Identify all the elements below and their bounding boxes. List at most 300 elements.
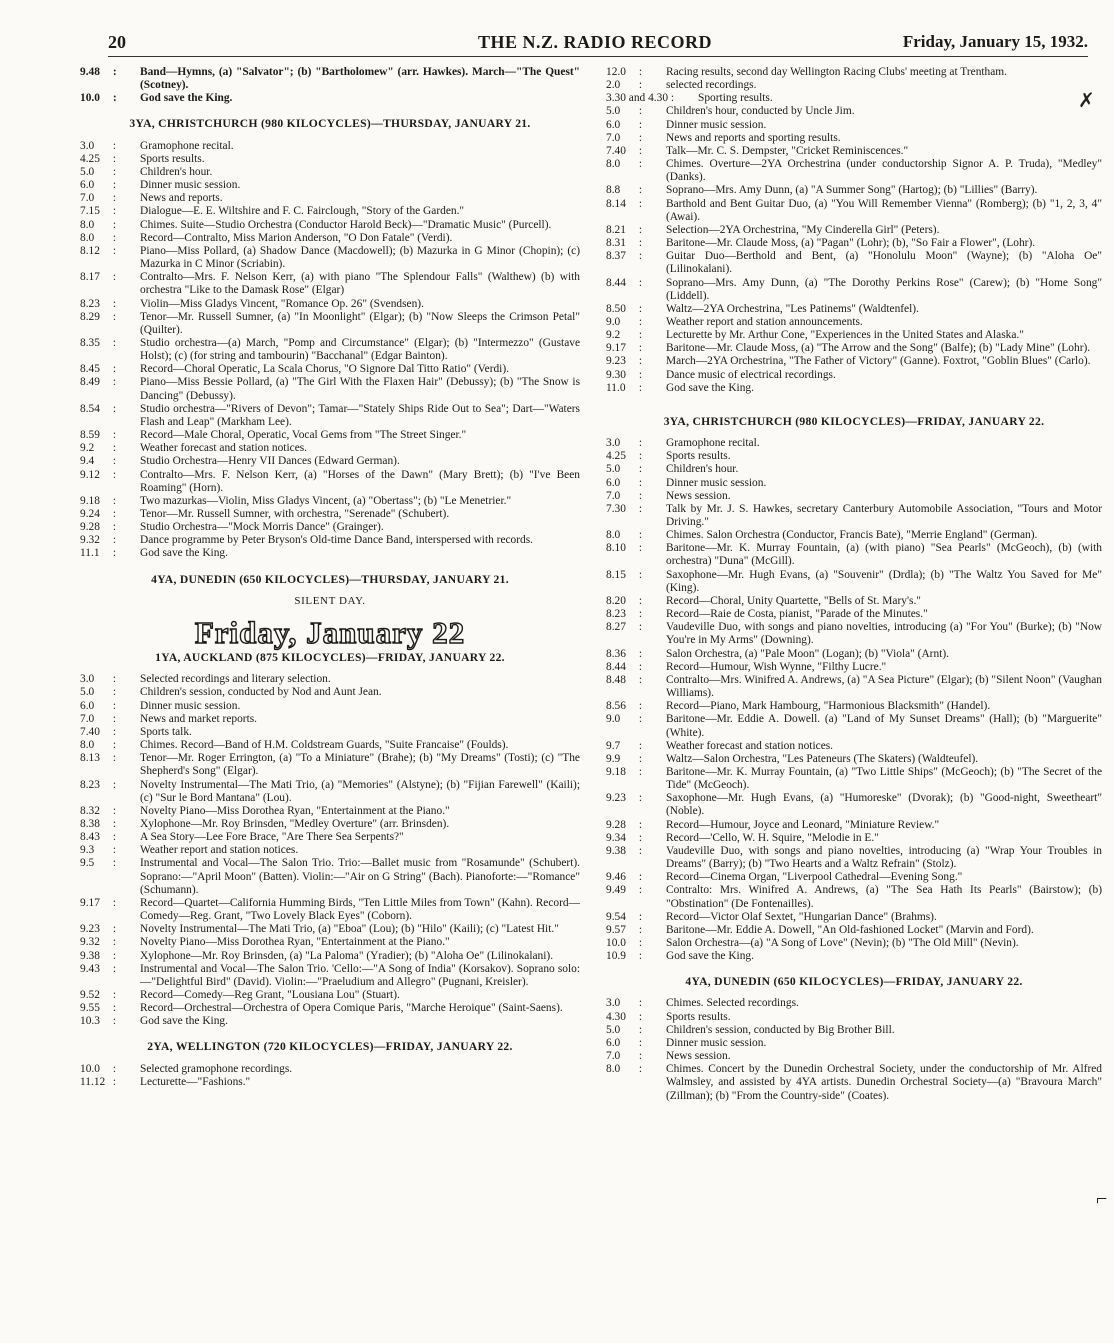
entry-time: 9.52 (80, 989, 100, 1001)
entry-time: 8.0 (80, 231, 95, 244)
programme-entry: 8.17 : Contralto—Mrs. F. Nelson Kerr, (a) with piano "The Splendour Falls" (Walthew) (b) with orchestra "Like to the Damask Rose" (Elgar) (80, 271, 580, 297)
entry-text: Baritone—Mr. Eddie A. Dowell, "An Old-fashioned Locket" (Marvin and Ford). (666, 923, 1034, 936)
entry-text: Baritone—Mr. Claude Moss, (a) "Pagan" (Lohr); (b), "So Fair a Flower", (Lohr). (666, 237, 1036, 250)
entry-time: 9.32 (80, 534, 100, 547)
entry-time: 6.0 (606, 118, 621, 131)
section-heading-3ya-friday: 3YA, CHRISTCHURCH (980 KILOCYCLES)—FRIDAY, JANUARY 22. (663, 414, 1045, 428)
entry-time: 8.49 (80, 376, 100, 389)
programme-entry: 9.38 : Vaudeville Duo, with songs and piano novelties, introducing (a) "Wrap Your Troubles in Dreams" (Barry); (b) "Two Hearts and a Waltz Refrain" (Stolz). (606, 844, 1102, 871)
entry-text: Piano—Miss Pollard, (a) Shadow Dance (Macdowell); (b) Mazurka in G Minor (Chopin); (c) Mazurka in C Minor (Scriabin). (140, 244, 580, 271)
programme-entry: 9.24 : Tenor—Mr. Russell Sumner, with orchestra, "Serenade" (Schubert). (80, 508, 580, 521)
entry-time: 8.12 (80, 244, 100, 257)
entry-text: Soprano—Mrs. Amy Dunn, (a) "A Summer Song" (Hartog); (b) "Lillies" (Barry). (666, 184, 1038, 197)
continued-listings-2ya (606, 66, 1102, 395)
programme-entry: 7.0 : News and market reports. (80, 713, 580, 726)
entry-time: 10.3 (80, 1015, 100, 1028)
entry-time: 11.0 (606, 381, 626, 394)
entry-text: A Sea Story—Lee Fore Brace, "Are There Sea Serpents?" (140, 831, 404, 844)
entry-time: 9.49 (606, 884, 626, 897)
entry-text: Record—Piano, Mark Hambourg, "Harmonious Blacksmith" (Handel). (666, 700, 991, 713)
entry-text: Dialogue—E. E. Wiltshire and F. C. Fairclough, "Story of the Garden." (140, 205, 465, 218)
programme-entry: 6.0 : Dinner music session. (606, 1037, 1102, 1050)
programme-entry: 11.0 : God save the King. (606, 382, 1102, 395)
programme-entry: 8.13 : Tenor—Mr. Roger Errington, (a) "To a Miniature" (Brahe); (b) "My Dreams" (Tosti); (c) "The Shepherd's Song" (Elgar). (80, 752, 580, 778)
entry-time: 7.0 (606, 131, 621, 144)
listings-2ya-friday (80, 1063, 580, 1089)
entry-time: 6.0 (606, 476, 621, 489)
entry-text: Tenor—Mr. Russell Sumner, with orchestra, "Serenade" (Schubert). (140, 508, 450, 520)
programme-entry: 9.9 : Waltz—Salon Orchestra, "Les Pateneurs (The Skaters) (Waldteufel). (606, 753, 1102, 766)
entry-text: Contralto—Mrs. F. Nelson Kerr, (a) with piano "The Splendour Falls" (Walthew) (b) with orchestra "Like to the Damask Rose" (Elgar) (140, 271, 580, 297)
programme-entry: 9.55 : Record—Orchestral—Orchestra of Opera Comique Paris, "Marche Heroique" (Saint-Saens). (80, 1002, 580, 1015)
entry-time: 8.32 (80, 804, 100, 817)
entry-text: selected recordings. (666, 79, 757, 92)
entry-time: 6.0 (80, 699, 95, 712)
programme-entry: 8.32 : Novelty Piano—Miss Dorothea Ryan, "Entertainment at the Piano." (80, 805, 580, 818)
entry-time: 4.25 (80, 152, 100, 165)
entry-time: 9.2 (606, 329, 621, 342)
entry-text: God save the King. (140, 92, 233, 105)
entry-text: Instrumental and Vocal—The Salon Trio. Trio:—Ballet music from "Rosamunde" (Schubert). Soprano:—"April Moon" (Batten). Violin:—"Air on G String" (Bach). Pianoforte:—"Romance" (Schumann). (140, 857, 580, 896)
entry-text: Studio orchestra—(a) March, "Pomp and Circumstance" (Elgar); (b) "Intermezzo" (Gustave Holst); (c) (for string and tambourin) "Bacchanal" (Edgar Bainton). (140, 336, 580, 363)
entry-text: Studio orchestra—"Rivers of Devon"; Tamar—"Stately Ships Ride Out to Sea"; Dart—"Waters Flash and Leap" (Markham Lee). (140, 402, 580, 428)
entry-text: Instrumental and Vocal—The Salon Trio. 'Cello:—"A Song of India" (Korsakov). Soprano solo:—"Delightful Bird" (David). Violin:—"Praeludium and Allegro" (Pugnani, Kreisler). (140, 962, 580, 988)
entry-time: 9.4 (80, 455, 95, 468)
programme-entry: 8.44 : Soprano—Mrs. Amy Dunn, (a) "The Dorothy Perkins Rose" (Carew); (b) "Home Song" (Liddell). (606, 276, 1102, 302)
entry-time: 9.9 (606, 752, 621, 765)
programme-entry: 7.30 : Talk by Mr. J. S. Hawkes, secretary Canterbury Automobile Association, "Tours and Motor Driving." (606, 502, 1102, 528)
entry-text: Selected gramophone recordings. (140, 1062, 293, 1075)
masthead (108, 30, 1088, 57)
programme-entry: 8.29 : Tenor—Mr. Russell Sumner, (a) "In Moonlight" (Elgar); (b) "Now Sleeps the Crimson Petal" (Quilter). (80, 310, 580, 336)
programme-entry: 8.14 : Barthold and Bent Guitar Duo, (a) "You Will Remember Vienna" (Romberg); (b) "1, 2, 3, 4" (Awai). (606, 197, 1102, 223)
programme-entry: 7.40 : Talk—Mr. C. S. Dempster, "Cricket Reminiscences." (606, 145, 1102, 158)
entry-text: Record—Contralto, Miss Marion Anderson, "O Don Fatale" (Verdi). (140, 231, 453, 244)
entry-text: Record—Victor Olaf Sextet, "Hungarian Dance" (Brahms). (666, 910, 937, 923)
entry-text: God save the King. (666, 381, 754, 394)
entry-text: Barthold and Bent Guitar Duo, (a) "You Will Remember Vienna" (Romberg); (b) "1, 2, 3, 4" (Awai). (666, 197, 1102, 223)
entry-time: 12.0 (606, 66, 626, 78)
entry-text: Baritone—Mr. K. Murray Fountain, (a) (with piano) "Sea Pearls" (McGeoch), (b) (with orchestra) "Duna" (McGill). (666, 542, 1102, 568)
entry-text: Soprano—Mrs. Amy Dunn, (a) "The Dorothy Perkins Rose" (Carew); (b) "Home Song" (Liddell). (666, 276, 1102, 302)
entry-text: God save the King. (140, 1015, 228, 1028)
entry-time: 8.21 (606, 223, 626, 236)
entry-text: Selection—2YA Orchestrina, "My Cinderella Girl" (Peters). (666, 223, 940, 236)
entry-text: Tenor—Mr. Roger Errington, (a) "To a Miniature" (Brahe); (b) "My Dreams" (Tosti); (c) "The Shepherd's Song" (Elgar). (140, 752, 580, 778)
entry-time: 9.43 (80, 962, 100, 975)
programme-entry: 9.48 : Band—Hymns, (a) "Salvator"; (b) "Bartholomew" (arr. Hawkes). March—"The Quest" (Scotney). (80, 66, 580, 92)
programme-entry: 8.0 : Chimes. Suite—Studio Orchestra (Conductor Harold Beck)—"Dramatic Music" (Purcell). (80, 219, 580, 232)
entry-text: Record—Raie de Costa, pianist, "Parade of the Minutes." (666, 608, 928, 621)
entry-time: 5.0 (606, 1023, 621, 1036)
entry-time: 7.15 (80, 205, 100, 218)
entry-time: 7.0 (80, 192, 95, 205)
entry-time: 7.0 (606, 489, 621, 502)
entry-text: Sporting results. (698, 92, 773, 105)
entry-time: 9.28 (80, 521, 100, 534)
programme-entry: 5.0 : Children's hour. (80, 166, 580, 179)
pencil-tick-icon: ⌐ (1096, 1188, 1108, 1210)
programme-entry: 9.54 : Record—Victor Olaf Sextet, "Hungarian Dance" (Brahms). (606, 911, 1102, 924)
programme-entry: 3.0 : Selected recordings and literary selection. (80, 673, 580, 686)
programme-entry: 3.0 : Chimes. Selected recordings. (606, 997, 1102, 1010)
entry-time: 8.54 (80, 402, 100, 415)
entry-time: 5.0 (80, 165, 95, 178)
entry-text: Dinner music session. (666, 476, 767, 489)
entry-time: 7.30 (606, 502, 626, 515)
entry-time: 5.0 (606, 105, 621, 118)
programme-entry: 10.9 : God save the King. (606, 950, 1102, 963)
programme-entry: 8.0 : Record—Contralto, Miss Marion Anderson, "O Don Fatale" (Verdi). (80, 232, 580, 245)
programme-entry: 8.23 : Violin—Miss Gladys Vincent, "Romance Op. 26" (Svendsen). (80, 298, 580, 311)
entry-text: Gramophone recital. (666, 437, 760, 450)
entry-time: 8.38 (80, 817, 100, 830)
programme-entry: 8.20 : Record—Choral, Unity Quartette, "Bells of St. Mary's." (606, 595, 1102, 608)
entry-text: Record—'Cello, W. H. Squire, "Melodie in E." (666, 831, 879, 844)
programme-entry: 7.0 : News session. (606, 1050, 1102, 1063)
entry-time: 5.0 (606, 463, 621, 476)
entry-text: Weather report and station announcements. (666, 315, 863, 328)
entry-time: 8.23 (606, 608, 626, 621)
entry-time: 9.17 (606, 342, 626, 355)
programme-entry: 8.23 : Record—Raie de Costa, pianist, "Parade of the Minutes." (606, 608, 1102, 621)
programme-entry: 9.32 : Novelty Piano—Miss Dorothea Ryan, "Entertainment at the Piano." (80, 936, 580, 949)
programme-entry: 3.0 : Gramophone recital. (606, 437, 1102, 450)
entry-text: March—2YA Orchestrina, "The Father of Victory" (Ganne). Foxtrot, "Goblin Blues" (Carlo). (666, 355, 1091, 368)
entry-text: Dance programme by Peter Bryson's Old-time Dance Band, interspersed with records. (140, 534, 534, 547)
programme-entry: 7.0 : News and reports and sporting results. (606, 132, 1102, 145)
entry-text: Contralto—Mrs. F. Nelson Kerr, (a) "Horses of the Dawn" (Mary Brett); (b) "I've Been Roaming" (Horn). (140, 468, 580, 494)
entry-time: 8.0 (606, 529, 621, 542)
programme-entry: 8.23 : Novelty Instrumental—The Mati Trio, (a) "Memories" (Alstyne); (b) "Fijian Farewell" (Kaili); (c) "Sur le Bord Mantana" (Lou). (80, 778, 580, 804)
entry-time: 8.31 (606, 237, 626, 250)
entry-time: 9.12 (80, 468, 100, 481)
programme-entry: 6.0 : Dinner music session. (80, 700, 580, 713)
programme-entry: 9.23 : Saxophone—Mr. Hugh Evans, (a) "Humoreske" (Dvorak); (b) "Good-night, Sweetheart" (Noble). (606, 792, 1102, 818)
entry-time: 9.28 (606, 818, 626, 831)
issue-date: Friday, January 15, 1932. (902, 32, 1088, 51)
programme-entry: 8.56 : Record—Piano, Mark Hambourg, "Harmonious Blacksmith" (Handel). (606, 700, 1102, 713)
entry-text: Waltz—Salon Orchestra, "Les Pateneurs (The Skaters) (Waldteufel). (666, 752, 979, 765)
entry-text: Dinner music session. (666, 118, 767, 131)
programme-entry: 3.0 : Gramophone recital. (80, 140, 580, 153)
programme-entry: 9.30 : Dance music of electrical recordings. (606, 369, 1102, 382)
programme-entry: 9.7 : Weather forecast and station notices. (606, 740, 1102, 753)
entry-time: 9.23 (80, 923, 100, 936)
entry-time: 7.0 (80, 712, 95, 725)
entry-time: 8.37 (606, 250, 626, 263)
entry-time: 7.40 (80, 725, 100, 738)
entry-text: Weather report and station notices. (140, 844, 299, 857)
entry-text: Contralto: Mrs. Winifred A. Andrews, (a) "The Sea Hath Its Pearls" (Bairstow); (b) "Obstination" (De Fontenailles). (666, 884, 1102, 910)
entry-text: Record—Humour, Wish Wynne, "Filthy Lucre." (666, 660, 887, 673)
programme-entry: 9.0 : Baritone—Mr. Eddie A. Dowell. (a) "Land of My Sunset Dreams" (Hall); (b) "Marguerite" (White). (606, 713, 1102, 739)
entry-text: Record—Quartet—California Humming Birds, "Ten Little Miles from Town" (Kahn). Record—Comedy—Reg. Grant, "Two Lovely Black Eyes" (Coborn). (140, 896, 580, 923)
programme-entry: 9.57 : Baritone—Mr. Eddie A. Dowell, "An Old-fashioned Locket" (Marvin and Ford). (606, 924, 1102, 937)
programme-entry: 4.25 : Sports results. (606, 450, 1102, 463)
entry-text: Record—Choral Operatic, La Scala Chorus, "O Signore Dal Titto Ratio" (Verdi). (140, 363, 509, 376)
entry-time: 9.38 (606, 844, 626, 857)
entry-time: 8.8 (606, 184, 621, 197)
programme-entry: 9.38 : Xylophone—Mr. Roy Brinsden, (a) "La Paloma" (Yradier); (b) "Aloha Oe" (Lilinokalani). (80, 950, 580, 963)
programme-entry: 9.23 : March—2YA Orchestrina, "The Father of Victory" (Ganne). Foxtrot, "Goblin Blues" (Carlo). (606, 355, 1102, 368)
entry-time: 8.45 (80, 363, 100, 376)
programme-entry: 9.17 : Record—Quartet—California Humming Birds, "Ten Little Miles from Town" (Kahn). Record—Comedy—Reg. Grant, "Two Lovely Black Eyes" (Coborn). (80, 896, 580, 923)
entry-text: Baritone—Mr. Claude Moss, (a) "The Arrow and the Song" (Balfe); (b) "Lady Mine" (Lohr). (666, 342, 1091, 355)
programme-entry: 9.4 : Studio Orchestra—Henry VII Dances (Edward German). (80, 455, 580, 468)
entry-text: Salon Orchestra, (a) "Pale Moon" (Logan); (b) "Viola" (Arnt). (666, 647, 949, 660)
programme-entry: 8.10 : Baritone—Mr. K. Murray Fountain, (a) (with piano) "Sea Pearls" (McGeoch), (b) (with orchestra) "Duna" (McGill). (606, 542, 1102, 568)
entry-time: 9.23 (606, 355, 626, 368)
entry-text: Saxophone—Mr. Hugh Evans, (a) "Souvenir" (Drdla); (b) "The Waltz You Saved for Me" (King). (666, 568, 1102, 594)
entry-text: Talk—Mr. C. S. Dempster, "Cricket Reminiscences." (666, 144, 909, 157)
programme-entry: 8.43 : A Sea Story—Lee Fore Brace, "Are There Sea Serpents?" (80, 831, 580, 844)
entry-time: 8.59 (80, 429, 100, 442)
entry-time: 11.12 (80, 1075, 106, 1088)
entry-time: 8.10 (606, 542, 626, 555)
entry-text: Children's hour, conducted by Uncle Jim. (666, 105, 855, 118)
entry-text: Dinner music session. (140, 699, 241, 712)
programme-entry: 8.0 : Chimes. Record—Band of H.M. Coldstream Guards, "Suite Francaise" (Foulds). (80, 739, 580, 752)
entry-time: 9.54 (606, 910, 626, 923)
entry-time: 9.24 (80, 508, 100, 520)
entry-text: Chimes. Concert by the Dunedin Orchestral Society, under the conductorship of Mr. Alfred Walmsley, and assisted by 4YA artists. Dunedin Orchestral Society—(a) "Bravoura March" (Zillman); (b) "From the Country-side" (Coates). (666, 1063, 1102, 1102)
programme-entry: 7.15 : Dialogue—E. E. Wiltshire and F. C. Fairclough, "Story of the Garden." (80, 205, 580, 218)
programme-entry: 2.0 : selected recordings. (606, 79, 1102, 92)
entry-time: 9.46 (606, 871, 626, 884)
entry-time: 8.23 (80, 297, 100, 310)
entry-time: 4.25 (606, 450, 626, 463)
entry-time: 8.43 (80, 831, 100, 844)
entry-text: Children's session, conducted by Big Brother Bill. (666, 1023, 895, 1036)
entry-time: 9.48 (80, 66, 100, 78)
entry-text: Dance music of electrical recordings. (666, 368, 836, 381)
entry-time: 9.23 (606, 792, 626, 805)
entry-text: Sports results. (666, 1010, 731, 1023)
entry-time: 3.0 (80, 673, 95, 686)
programme-entry: 8.12 : Piano—Miss Pollard, (a) Shadow Dance (Macdowell); (b) Mazurka in G Minor (Chopin); (c) Mazurka in C Minor (Scriabin). (80, 244, 580, 271)
programme-entry: 8.0 : Chimes. Concert by the Dunedin Orchestral Society, under the conductorship of Mr. Alfred Walmsley, and assisted by 4YA artists. Dunedin Orchestral Society—(a) "Bravoura March" (Zillman); (b) "From the Country-side" (Coates). (606, 1063, 1102, 1102)
programme-entry: 9.43 : Instrumental and Vocal—The Salon Trio. 'Cello:—"A Song of India" (Korsakov). Soprano solo:—"Delightful Bird" (David). Violin:—"Praeludium and Allegro" (Pugnani, Kreisler). (80, 962, 580, 988)
entry-time: 8.0 (606, 1063, 621, 1076)
entry-text: Sports results. (666, 450, 731, 463)
entry-text: Vaudeville Duo, with songs and piano novelties, introducing (a) "Wrap Your Troubles in Dreams" (Barry); (b) "Two Hearts and a Waltz Refrain" (Stolz). (666, 844, 1102, 871)
pencil-mark-icon: ✗ (1078, 90, 1095, 112)
entry-text: Chimes. Record—Band of H.M. Coldstream Guards, "Suite Francaise" (Foulds). (140, 739, 509, 752)
programme-entry: 8.37 : Guitar Duo—Berthold and Bent, (a) "Honolulu Moon" (Wayne); (b) "Aloha Oe" (Lilinokalani). (606, 250, 1102, 276)
entry-text: Xylophone—Mr. Roy Brinsden, "Medley Overture" (arr. Brinsden). (140, 817, 450, 830)
entry-time: 8.17 (80, 271, 100, 284)
programme-entry: 6.0 : Dinner music session. (606, 477, 1102, 490)
entry-time: 8.0 (80, 218, 95, 231)
continued-listings-left (80, 66, 580, 105)
entry-text: Children's hour. (140, 165, 213, 178)
programme-entry: 5.0 : Children's hour. (606, 463, 1102, 476)
entry-text: Guitar Duo—Berthold and Bent, (a) "Honolulu Moon" (Wayne); (b) "Aloha Oe" (Lilinokalani). (666, 250, 1102, 276)
left-column (80, 66, 580, 1316)
programme-entry: 8.27 : Vaudeville Duo, with songs and piano novelties, introducing (a) "For You" (Burke); (b) "Now You're in My Arms" (Downing). (606, 621, 1102, 647)
entry-time: 10.9 (606, 950, 626, 963)
programme-entry: 8.31 : Baritone—Mr. Claude Moss, (a) "Pagan" (Lohr); (b), "So Fair a Flower", (Lohr). (606, 237, 1102, 250)
entry-time: 11.1 (80, 547, 100, 560)
programme-entry: 9.52 : Record—Comedy—Reg Grant, "Lousiana Lou" (Stuart). (80, 989, 580, 1002)
entry-text: Band—Hymns, (a) "Salvator"; (b) "Bartholomew" (arr. Hawkes). March—"The Quest" (Scotney). (140, 66, 580, 92)
entry-time: 4.30 (606, 1010, 626, 1023)
programme-entry: 8.59 : Record—Male Choral, Operatic, Vocal Gems from "The Street Singer." (80, 429, 580, 442)
entry-time: 8.29 (80, 310, 100, 323)
entry-text: Waltz—2YA Orchestrina, "Les Patinems" (Waldtenfel). (666, 302, 919, 315)
entry-text: Novelty Instrumental—The Mati Trio, (a) "Memories" (Alstyne); (b) "Fijian Farewell" (Kaili); (c) "Sur le Bord Mantana" (Lou). (140, 778, 580, 804)
entry-time: 8.14 (606, 197, 626, 210)
programme-entry: 8.48 : Contralto—Mrs. Winifred A. Andrews, (a) "A Sea Picture" (Elgar); (b) "Silent Noon" (Vaughan Williams). (606, 673, 1102, 700)
entry-text: God save the King. (140, 547, 228, 560)
entry-text: Novelty Piano—Miss Dorothea Ryan, "Entertainment at the Piano." (140, 804, 450, 817)
entry-time: 10.0 (606, 937, 626, 949)
entry-text: Saxophone—Mr. Hugh Evans, (a) "Humoreske" (Dvorak); (b) "Good-night, Sweetheart" (Noble). (666, 792, 1102, 818)
programme-entry: 12.0 : Racing results, second day Wellington Racing Clubs' meeting at Trentham. (606, 66, 1102, 79)
entry-text: Tenor—Mr. Russell Sumner, (a) "In Moonlight" (Elgar); (b) "Now Sleeps the Crimson Petal" (Quilter). (140, 310, 580, 336)
entry-time: 9.18 (606, 765, 626, 778)
programme-entry: 9.34 : Record—'Cello, W. H. Squire, "Melodie in E." (606, 832, 1102, 845)
programme-entry: 9.49 : Contralto: Mrs. Winifred A. Andrews, (a) "The Sea Hath Its Pearls" (Bairstow); (b) "Obstination" (De Fontenailles). (606, 884, 1102, 910)
programme-entry: 10.0 : Selected gramophone recordings. (80, 1063, 580, 1076)
entry-time: 9.0 (606, 315, 621, 328)
programme-entry: 9.0 : Weather report and station announcements. (606, 316, 1102, 329)
entry-time: 10.0 (80, 92, 100, 105)
programme-entry: 9.2 : Lecturette by Mr. Arthur Cone, "Experiences in the United States and Alaska." (606, 329, 1102, 342)
page-number: 20 (108, 32, 126, 52)
entry-text: Chimes. Overture—2YA Orchestrina (under conductorship Signor A. P. Truda), "Medley" (Danks). (666, 158, 1102, 184)
entry-text: Studio Orchestra—Henry VII Dances (Edward German). (140, 455, 400, 468)
entry-time: 9.2 (80, 442, 95, 455)
entry-text: Lecturette by Mr. Arthur Cone, "Experiences in the United States and Alaska." (666, 329, 1024, 342)
programme-entry: 10.0 : Salon Orchestra—(a) "A Song of Love" (Nevin); (b) "The Old Mill" (Nevin). (606, 937, 1102, 950)
entry-time: 7.40 (606, 144, 626, 157)
entry-text: Contralto—Mrs. Winifred A. Andrews, (a) "A Sea Picture" (Elgar); (b) "Silent Noon" (Vaughan Williams). (666, 673, 1102, 700)
entry-time: 9.0 (606, 713, 621, 726)
programme-entry: 9.32 : Dance programme by Peter Bryson's Old-time Dance Band, interspersed with records. (80, 534, 580, 547)
entry-time: 6.0 (606, 1036, 621, 1049)
entry-time: 9.34 (606, 831, 626, 844)
entry-time: 9.30 (606, 368, 626, 381)
programme-entry: 9.2 : Weather forecast and station notices. (80, 442, 580, 455)
programme-entry: 10.3 : God save the King. (80, 1015, 580, 1028)
entry-text: News and reports and sporting results. (666, 131, 841, 144)
entry-text: Studio Orchestra—"Mock Morris Dance" (Grainger). (140, 521, 384, 534)
entry-text: Selected recordings and literary selection. (140, 673, 331, 686)
entry-text: Xylophone—Mr. Roy Brinsden, (a) "La Paloma" (Yradier); (b) "Aloha Oe" (Lilinokalani). (140, 949, 554, 962)
entry-time: 5.0 (80, 686, 95, 699)
entry-time: 7.0 (606, 1050, 621, 1063)
entry-text: News session. (666, 1050, 731, 1063)
programme-entry: 7.40 : Sports talk. (80, 726, 580, 739)
entry-text: Gramophone recital. (140, 139, 234, 152)
entry-time: 8.56 (606, 700, 626, 713)
programme-entry: 9.28 : Record—Humour, Joyce and Leonard, "Miniature Review." (606, 819, 1102, 832)
programme-entry: 8.21 : Selection—2YA Orchestrina, "My Cinderella Girl" (Peters). (606, 224, 1102, 237)
programme-entry: 9.17 : Baritone—Mr. Claude Moss, (a) "The Arrow and the Song" (Balfe); (b) "Lady Mine" (Lohr). (606, 342, 1102, 355)
entry-text: Record—Choral, Unity Quartette, "Bells of St. Mary's." (666, 594, 921, 607)
programme-entry: 8.0 : Chimes. Salon Orchestra (Conductor, Francis Bate), "Merrie England" (German). (606, 529, 1102, 542)
day-heading: Friday, January 22 (194, 614, 466, 650)
entry-time: 8.20 (606, 594, 626, 607)
programme-entry: 6.0 : Dinner music session. (606, 119, 1102, 132)
publication-title: THE N.Z. RADIO RECORD (478, 32, 713, 52)
entry-text: Vaudeville Duo, with songs and piano novelties, introducing (a) "For You" (Burke); (b) "Now You're in My Arms" (Downing). (666, 621, 1102, 647)
section-heading-4ya-friday: 4YA, DUNEDIN (650 KILOCYCLES)—FRIDAY, JANUARY 22. (685, 975, 1023, 989)
entry-text: Sports results. (140, 152, 205, 165)
section-heading-1ya-friday: 1YA, AUCKLAND (875 KILOCYCLES)—FRIDAY, JANUARY 22. (155, 651, 505, 665)
section-heading-3ya-thursday: 3YA, CHRISTCHURCH (980 KILOCYCLES)—THURSDAY, JANUARY 21. (129, 117, 531, 131)
entry-time: 9.57 (606, 923, 626, 936)
entry-time: 8.50 (606, 302, 626, 315)
entry-text: Baritone—Mr. K. Murray Fountain, (a) "Two Little Ships" (McGeoch); (b) "The Secret of the Tide" (McGeoch). (666, 765, 1102, 792)
listings-1ya-friday (80, 673, 580, 1028)
programme-entry: 5.0 : Children's session, conducted by Big Brother Bill. (606, 1024, 1102, 1037)
programme-entry: 9.23 : Novelty Instrumental—The Mati Trio, (a) "Eboa" (Lou); (b) "Hilo" (Kaili); (c) "Latest Hit." (80, 923, 580, 936)
entry-text: Violin—Miss Gladys Vincent, "Romance Op. 26" (Svendsen). (140, 297, 424, 310)
programme-entry: 5.0 : Children's hour, conducted by Uncle Jim. (606, 105, 1102, 118)
programme-entry: 8.36 : Salon Orchestra, (a) "Pale Moon" (Logan); (b) "Viola" (Arnt). (606, 648, 1102, 661)
entry-text: Talk by Mr. J. S. Hawkes, secretary Canterbury Automobile Association, "Tours and Motor Driving." (666, 502, 1102, 528)
entry-text: Record—Male Choral, Operatic, Vocal Gems from "The Street Singer." (140, 429, 467, 442)
entry-time: 9.18 (80, 494, 100, 507)
silent-day-note: SILENT DAY. (294, 594, 366, 607)
programme-entry: 9.3 : Weather report and station notices. (80, 844, 580, 857)
entry-text: Piano—Miss Bessie Pollard, (a) "The Girl With the Flaxen Hair" (Debussy); (b) "The Snow is Dancing" (Debussy). (140, 376, 580, 402)
entry-text: News session. (666, 489, 731, 502)
programme-entry: 7.0 : News session. (606, 490, 1102, 503)
entry-text: Baritone—Mr. Eddie A. Dowell. (a) "Land of My Sunset Dreams" (Hall); (b) "Marguerite" (White). (666, 713, 1102, 739)
programme-entry: 9.28 : Studio Orchestra—"Mock Morris Dance" (Grainger). (80, 521, 580, 534)
programme-entry: 8.0 : Chimes. Overture—2YA Orchestrina (under conductorship Signor A. P. Truda), "Medley" (Danks). (606, 158, 1102, 184)
programme-entry: 4.30 : Sports results. (606, 1011, 1102, 1024)
entry-text: Novelty Instrumental—The Mati Trio, (a) "Eboa" (Lou); (b) "Hilo" (Kaili); (c) "Latest Hit." (140, 923, 559, 936)
entry-time: 9.7 (606, 739, 621, 752)
programme-entry: 8.38 : Xylophone—Mr. Roy Brinsden, "Medley Overture" (arr. Brinsden). (80, 818, 580, 831)
entry-text: Weather forecast and station notices. (666, 739, 834, 752)
programme-entry: 3.30 and 4.30 : Sporting results. (606, 92, 1102, 105)
entry-time: 8.15 (606, 568, 626, 581)
programme-entry: 8.8 : Soprano—Mrs. Amy Dunn, (a) "A Summer Song" (Hartog); (b) "Lillies" (Barry). (606, 184, 1102, 197)
programme-entry: 8.44 : Record—Humour, Wish Wynne, "Filthy Lucre." (606, 661, 1102, 674)
entry-time: 8.35 (80, 336, 100, 349)
entry-time: 9.5 (80, 857, 95, 870)
entry-time: 8.13 (80, 752, 100, 765)
entry-text: God save the King. (666, 950, 754, 963)
entry-text: Record—Comedy—Reg Grant, "Lousiana Lou" (Stuart). (140, 989, 400, 1001)
section-heading-2ya-friday: 2YA, WELLINGTON (720 KILOCYCLES)—FRIDAY, JANUARY 22. (147, 1040, 513, 1054)
entry-time: 2.0 (606, 79, 621, 92)
entry-text: Record—Cinema Organ, "Liverpool Cathedral—Evening Song." (666, 871, 963, 884)
entry-text: Chimes. Salon Orchestra (Conductor, Francis Bate), "Merrie England" (German). (666, 529, 1038, 542)
entry-time: 9.3 (80, 844, 95, 857)
programme-entry: 9.5 : Instrumental and Vocal—The Salon Trio. Trio:—Ballet music from "Rosamunde" (Schubert). Soprano:—"April Moon" (Batten). Violin:—"Air on G String" (Bach). Pianoforte:—"Romance" (Schumann). (80, 857, 580, 896)
entry-text: Sports talk. (140, 725, 192, 738)
section-heading-4ya-thursday: 4YA, DUNEDIN (650 KILOCYCLES)—THURSDAY, JANUARY 21. (151, 572, 509, 586)
entry-text: Children's session, conducted by Nod and Aunt Jean. (140, 686, 382, 699)
entry-time: 3.0 (606, 997, 621, 1010)
programme-entry: 9.18 : Two mazurkas—Violin, Miss Gladys Vincent, (a) "Obertass"; (b) "Le Menetrier." (80, 495, 580, 508)
entry-text: Novelty Piano—Miss Dorothea Ryan, "Entertainment at the Piano." (140, 936, 450, 949)
programme-entry: 9.18 : Baritone—Mr. K. Murray Fountain, (a) "Two Little Ships" (McGeoch); (b) "The Secret of the Tide" (McGeoch). (606, 765, 1102, 792)
entry-time: 8.0 (80, 739, 95, 752)
programme-entry: 8.49 : Piano—Miss Bessie Pollard, (a) "The Girl With the Flaxen Hair" (Debussy); (b) "The Snow is Dancing" (Debussy). (80, 376, 580, 402)
entry-time: 9.32 (80, 936, 100, 949)
programme-entry: 11.1 : God save the King. (80, 547, 580, 560)
programme-entry: 9.46 : Record—Cinema Organ, "Liverpool Cathedral—Evening Song." (606, 871, 1102, 884)
programme-entry: 5.0 : Children's session, conducted by Nod and Aunt Jean. (80, 686, 580, 699)
